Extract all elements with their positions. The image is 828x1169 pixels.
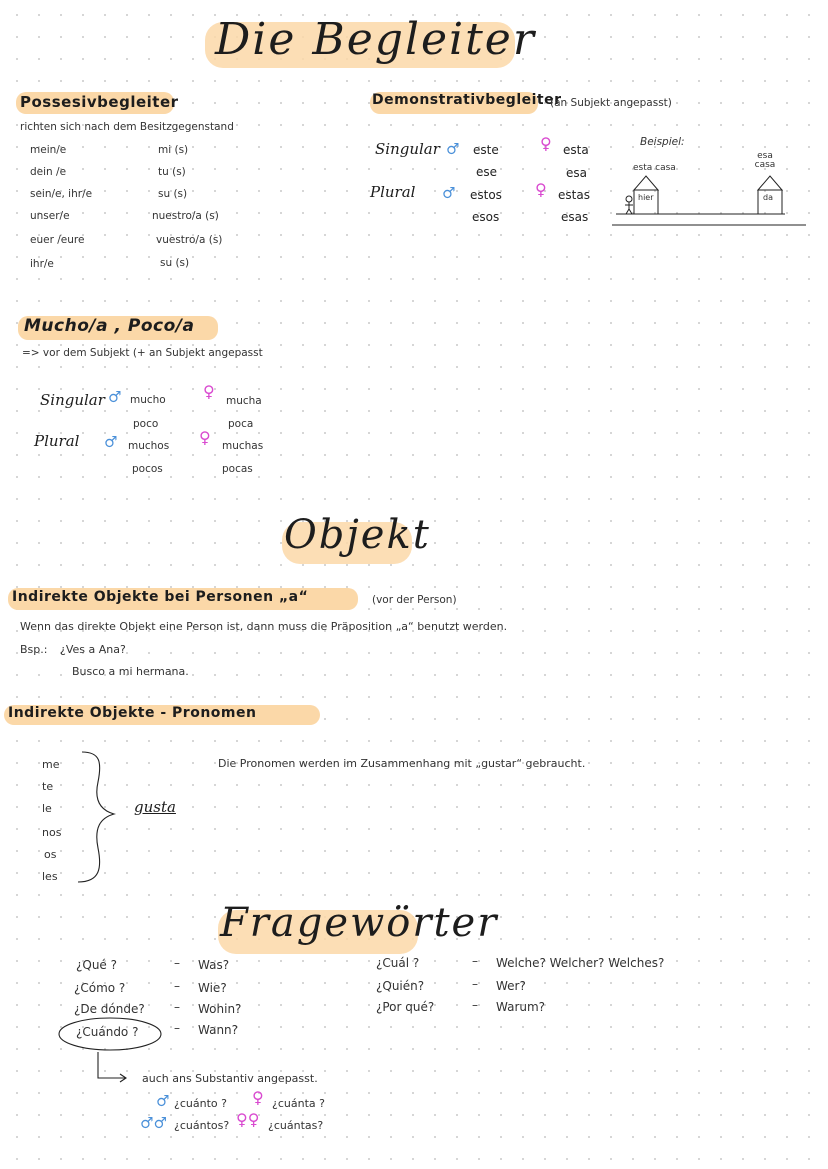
person-icon [625,196,633,214]
frage-de-wer: Wer? [496,979,526,993]
cuanto-f-pl: ¿cuántas? [268,1119,324,1132]
male-icon: ♂ [156,1092,170,1110]
arrow-icon [92,1050,132,1090]
frage-de-welche: Welche? Welcher? Welches? [496,956,665,970]
pronomen-les: les [42,870,58,883]
mucho-sg-m-1: mucho [130,394,166,406]
beispiel-left-caption: esta casa [633,163,676,173]
female-icon: ♀ [252,1088,264,1107]
dem-pl-f-1: estas [558,188,590,202]
bsp-label: Bsp.: [20,643,48,656]
mucho-pl-f-1: muchas [222,440,264,452]
pronomen-os: os [44,848,57,861]
dem-pl-m-1: estos [470,188,502,202]
demonstrativ-plural-label: Plural [370,183,416,201]
male-icon: ♂ [446,140,460,158]
female-icon: ♀ [535,180,547,199]
dem-sg-m-1: este [473,143,499,157]
indirekt-example-2: Busco a mi hermana. [72,665,189,678]
frage-dash: – [174,979,180,993]
title-objekt: Objekt [284,512,431,558]
indirekt-example-1: ¿Ves a Ana? [60,643,126,656]
pronomen-le: le [42,802,52,815]
demonstrativ-heading: Demonstrativbegleiter [372,92,562,108]
indirekt-explanation: Wenn das direkte Objekt eine Person ist, dann muss die Präposition „a“ benutzt werden. [20,620,508,633]
male-icon: ♂ [442,184,456,202]
cuanto-f-sg: ¿cuánta ? [272,1097,325,1110]
frage-de-wie: Wie? [198,981,227,995]
possesiv-es-3: su (s) [158,188,188,200]
possesiv-es-1: mi (s) [158,144,189,156]
frage-es-que: ¿Qué ? [76,958,117,972]
beispiel-right-caption: esa casa [754,151,776,170]
indirekt-note: (vor der Person) [372,594,457,606]
pronomen-heading: Indirekte Objekte - Pronomen [8,705,257,721]
female-icon: ♀ [199,428,211,447]
cuanto-m-pl: ¿cuántos? [174,1119,230,1132]
frage-de-was: Was? [198,958,230,972]
mucho-pl-f-2: pocas [222,463,253,475]
pronomen-te: te [42,780,54,793]
possesiv-note: richten sich nach dem Besitzgegenstand [20,121,234,133]
frage-de-wann: Wann? [198,1023,239,1037]
possesiv-de-1: mein/e [30,144,67,156]
frage-es-quien: ¿Quién? [376,979,425,993]
demonstrativ-note: (an Subjekt angepasst) [550,97,672,109]
dem-sg-m-2: ese [476,165,498,179]
pronomen-verb: gusta [134,798,176,816]
possesiv-de-5: euer /eure [30,234,85,246]
frage-es-dedonde: ¿De dónde? [74,1002,145,1016]
possesiv-es-4: nuestro/a (s) [152,210,219,222]
mucho-sg-f-1: mucha [226,395,262,407]
possesiv-de-3: sein/e, ihr/e [30,188,93,200]
possesiv-heading: Possesivbegleiter [20,93,179,111]
title-fragewoerter: Fragewörter [220,900,499,946]
beispiel-left-sign: hier [638,193,654,202]
possesiv-de-2: dein /e [30,166,67,178]
dem-sg-f-2: esa [566,166,587,180]
mucho-pl-m-2: pocos [132,463,163,475]
demonstrativ-singular-label: Singular [375,140,440,158]
frage-dash: – [472,954,478,968]
pronomen-nos: nos [42,826,62,839]
brace-icon [72,748,122,888]
indirekt-heading: Indirekte Objekte bei Personen „a“ [12,589,309,605]
dem-pl-m-2: esos [472,210,500,224]
mucho-sg-f-2: poca [228,418,254,430]
possesiv-de-6: ihr/e [30,258,54,270]
frage-dash: – [174,956,180,970]
frage-es-cuando: ¿Cuándo ? [76,1025,139,1039]
mucho-singular-label: Singular [40,391,105,409]
frage-de-wohin: Wohin? [198,1002,242,1016]
double-male-icon: ♂♂ [140,1114,167,1132]
double-female-icon: ♀♀ [236,1110,260,1129]
possesiv-es-2: tu (s) [158,166,186,178]
possesiv-es-5: vuestro/a (s) [156,234,223,246]
title-begleiter: Die Begleiter [215,14,536,65]
mucho-plural-label: Plural [34,432,80,450]
frage-dash: – [472,977,478,991]
mucho-heading: Mucho/a , Poco/a [24,316,195,336]
beispiel-label: Beispiel: [640,136,685,148]
dem-sg-f-1: esta [563,143,589,157]
frage-es-porque: ¿Por qué? [376,1000,435,1014]
cuanto-note: auch ans Substantiv angepasst. [142,1072,318,1085]
frage-dash: – [174,1021,180,1035]
possesiv-de-4: unser/e [30,210,70,222]
male-icon: ♂ [104,433,118,451]
female-icon: ♀ [203,382,215,401]
male-icon: ♂ [108,388,122,406]
frage-dash: – [472,998,478,1012]
frage-es-como: ¿Cómo ? [74,981,126,995]
mucho-note: => vor dem Subjekt (+ an Subjekt angepasst [22,347,263,359]
pronomen-me: me [42,758,60,771]
mucho-sg-m-2: poco [133,418,159,430]
possesiv-es-6: su (s) [160,257,190,269]
dem-pl-f-2: esas [561,210,589,224]
frage-de-warum: Warum? [496,1000,546,1014]
frage-es-cual: ¿Cuál ? [376,956,420,970]
female-icon: ♀ [540,134,552,153]
pronomen-note: Die Pronomen werden im Zusammenhang mit „gustar“ gebraucht. [218,757,586,770]
frage-dash: – [174,1000,180,1014]
beispiel-right-sign: da [763,193,773,202]
mucho-pl-m-1: muchos [128,440,170,452]
cuanto-m-sg: ¿cuánto ? [174,1097,227,1110]
